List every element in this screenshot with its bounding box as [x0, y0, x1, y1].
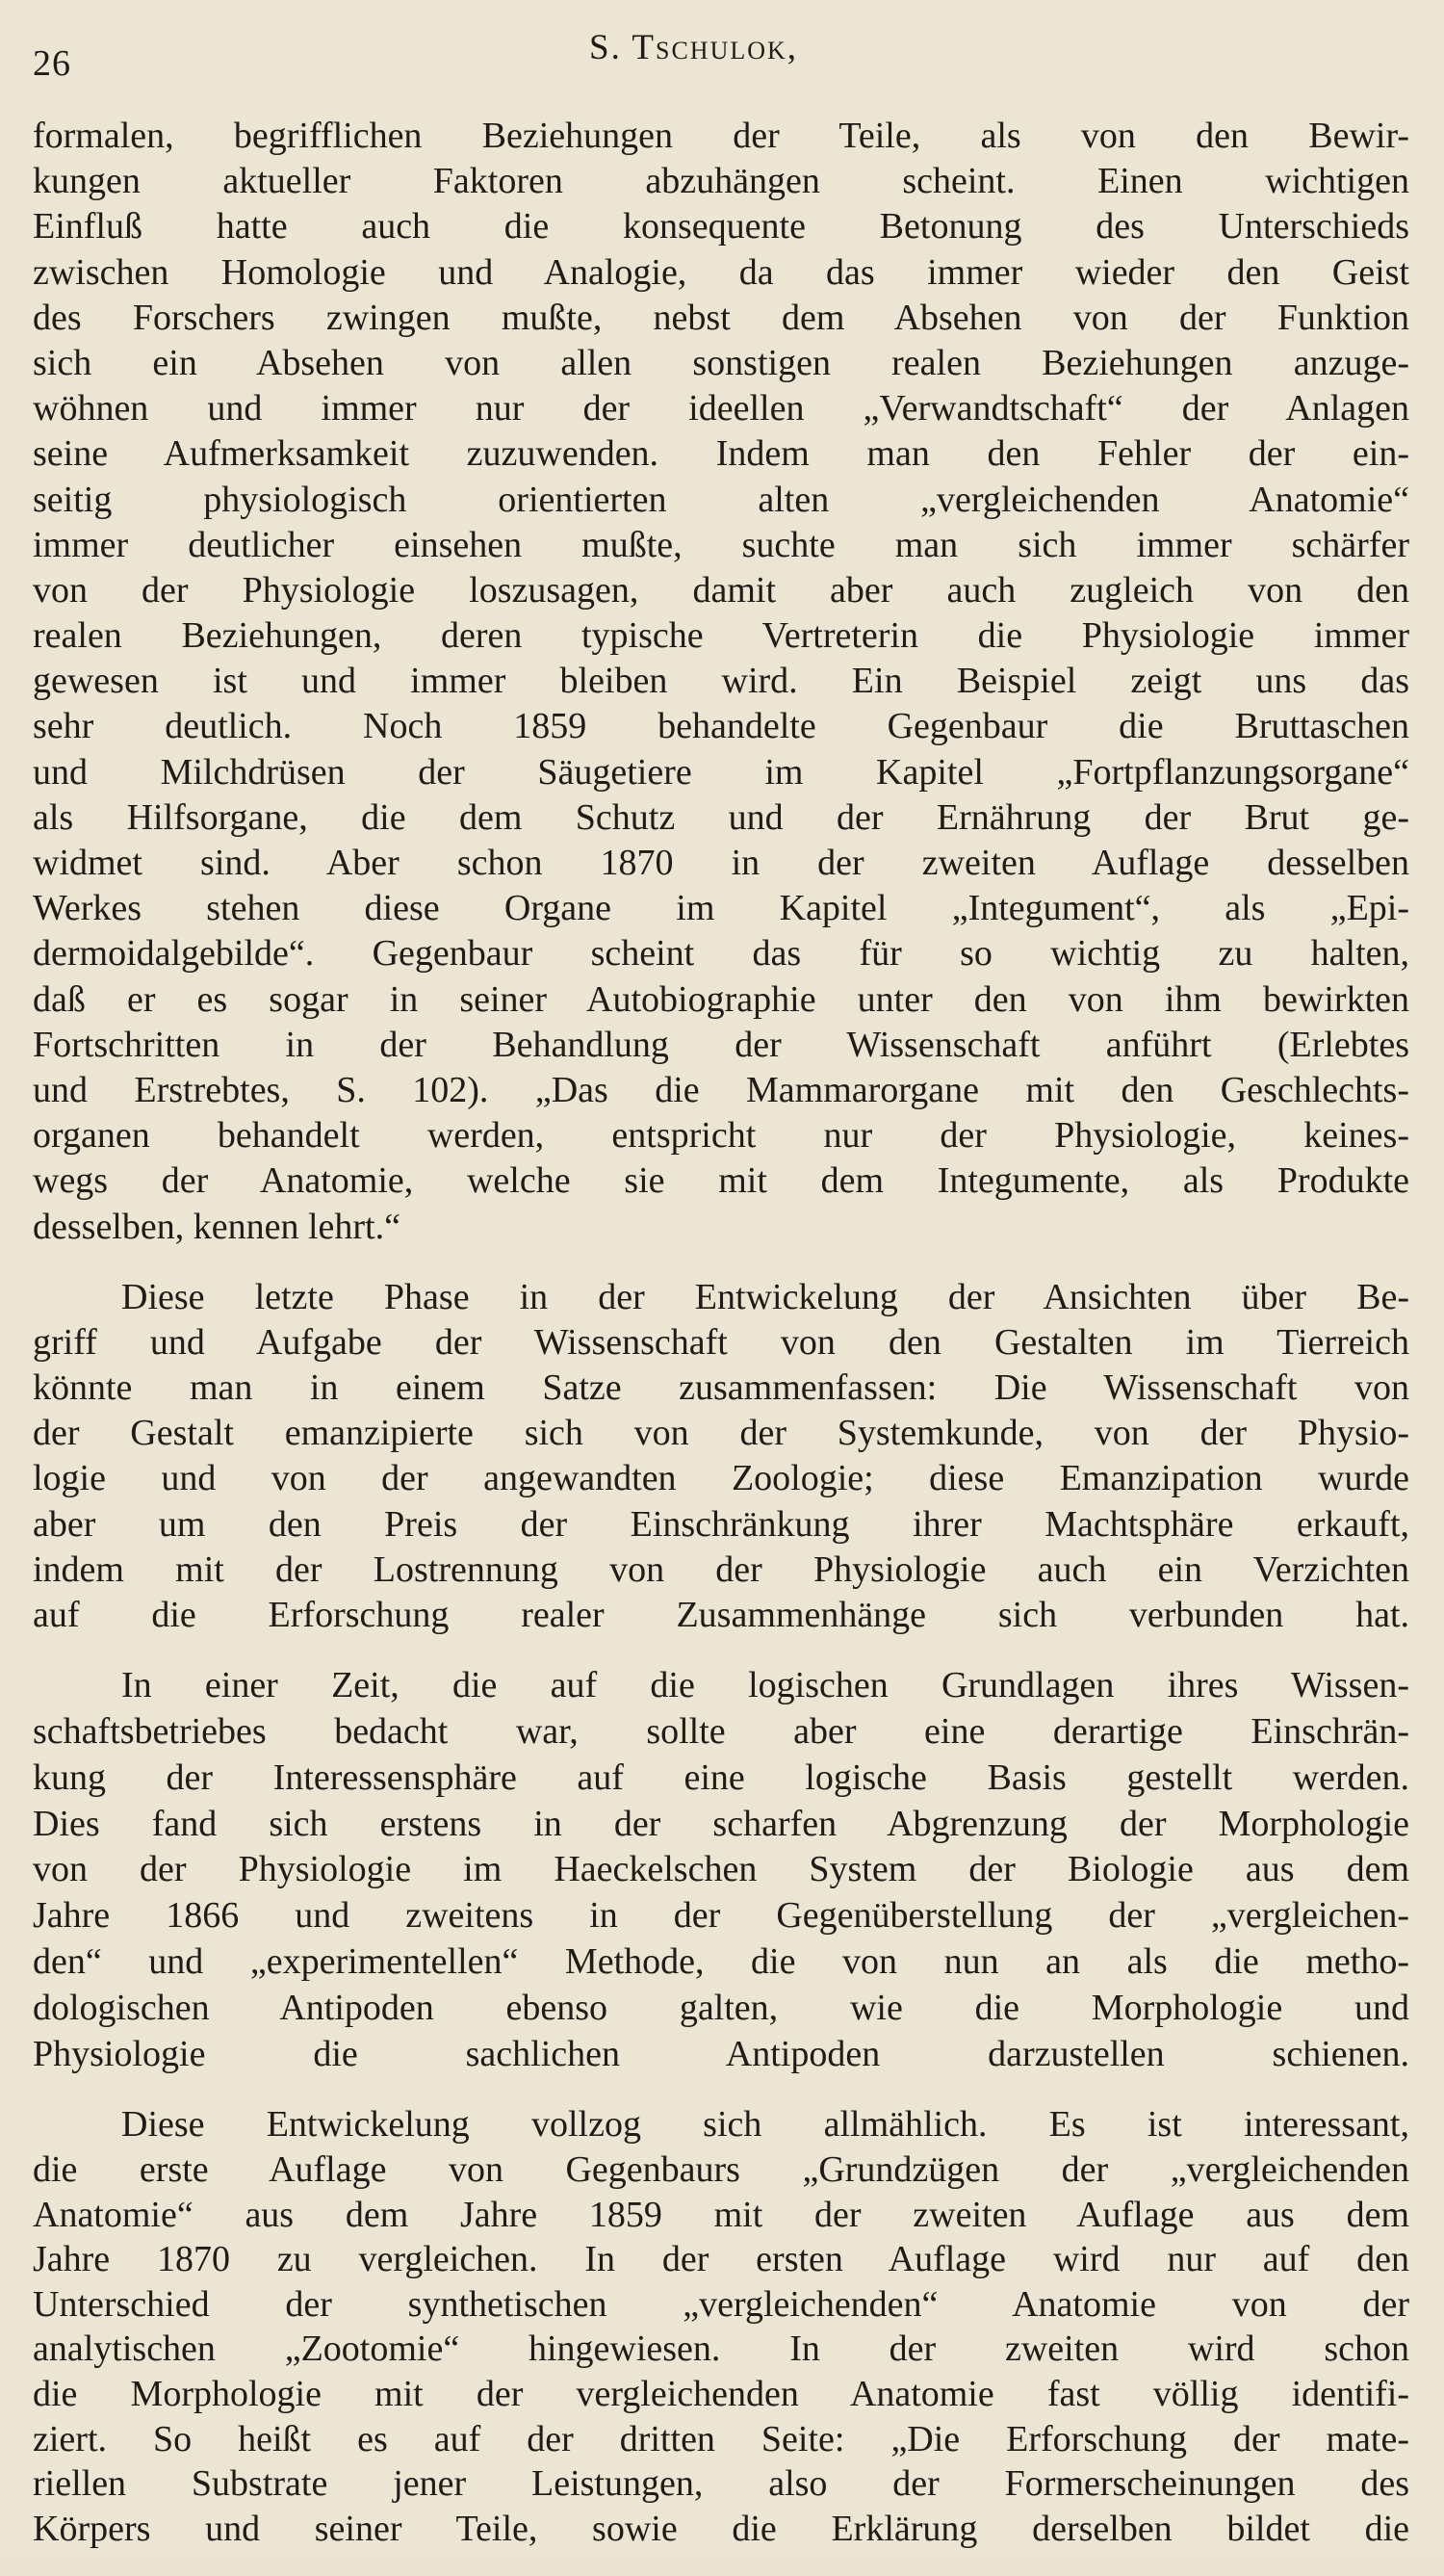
text-line: widmet sind. Aber schon 1870 in der zweiten Auflage desselben [33, 843, 1409, 883]
text-line: kungen aktueller Faktoren abzuhängen scheint. Einen wichtigen [33, 161, 1409, 202]
text-line: griff und Aufgabe der Wissenschaft von den Gestalten im Tierreich [33, 1321, 1409, 1363]
text-line: organen behandelt werden, entspricht nur der Physiologie, keines- [33, 1115, 1409, 1157]
text-line: Diese Entwickelung vollzog sich allmählich. Es ist interessant, [121, 2104, 1409, 2146]
text-line: schaftsbetriebes bedacht war, sollte aber eine derartige Einschrän- [33, 1710, 1409, 1752]
text-line: dermoidalgebilde“. Gegenbaur scheint das für so wichtig zu halten, [33, 933, 1409, 975]
text-line: den“ und „experimentellen“ Methode, die von nun an als die metho- [33, 1940, 1409, 1982]
text-line: riellen Substrate jener Leistungen, also der Formerscheinungen des [33, 2463, 1409, 2505]
text-line: als Hilfsorgane, die dem Schutz und der Ernährung der Brut ge- [33, 796, 1409, 838]
author-header: S. Tschulok, [589, 28, 799, 67]
text-line: seine Aufmerksamkeit zuzuwenden. Indem man den Fehler der ein- [33, 433, 1409, 475]
text-line: könnte man in einem Satze zusammenfassen: Die Wissenschaft von [33, 1367, 1409, 1409]
text-line: analytischen „Zootomie“ hingewiesen. In der zweiten wird schon [33, 2329, 1409, 2370]
text-line: aber um den Preis der Einschränkung ihrer Machtsphäre erkauft, [33, 1503, 1409, 1545]
paragraph-2 [33, 1275, 1409, 1639]
text-line: Jahre 1870 zu vergleichen. In der ersten Auflage wird nur auf den [33, 2239, 1409, 2280]
text-line: In einer Zeit, die auf die logischen Grundlagen ihres Wissen- [121, 1665, 1409, 1706]
text-line: seitig physiologisch orientierten alten „vergleichenden Anatomie“ [33, 479, 1409, 520]
text-line: ziert. So heißt es auf der dritten Seite: „Die Erforschung der mate- [33, 2418, 1409, 2459]
text-line: Dies fand sich erstens in der scharfen Abgrenzung der Morphologie [33, 1803, 1409, 1844]
text-line: wegs der Anatomie, welche sie mit dem Integumente, als Produkte [33, 1160, 1409, 1202]
text-line: des Forschers zwingen mußte, nebst dem Absehen von der Funktion [33, 297, 1409, 338]
text-line: Jahre 1866 und zweitens in der Gegenüberstellung der „vergleichen- [33, 1895, 1409, 1937]
text-line: gewesen ist und immer bleiben wird. Ein Beispiel zeigt uns das [33, 661, 1409, 702]
text-line: von der Physiologie im Haeckelschen System der Biologie aus dem [33, 1849, 1409, 1890]
text-line: sich ein Absehen von allen sonstigen realen Beziehungen anzuge- [33, 342, 1409, 383]
paragraph-3 [33, 1663, 1409, 2077]
text-line: Körpers und seiner Teile, sowie die Erklärung derselben bildet die [33, 2508, 1409, 2549]
text-line: und Erstrebtes, S. 102). „Das die Mammarorgane mit den Geschlechts- [33, 1069, 1409, 1110]
text-line: dologischen Antipoden ebenso galten, wie die Morphologie und [33, 1987, 1409, 2028]
text-line: realen Beziehungen, deren typische Vertreterin die Physiologie immer [33, 615, 1409, 657]
paragraph-1 [33, 114, 1409, 1250]
text-line: von der Physiologie loszusagen, damit aber auch zugleich von den [33, 569, 1409, 611]
text-line: wöhnen und immer nur der ideellen „Verwandtschaft“ der Anlagen [33, 388, 1409, 429]
text-line: immer deutlicher einsehen mußte, suchte man sich immer schärfer [33, 524, 1409, 565]
text-line: die erste Auflage von Gegenbaurs „Grundzügen der „vergleichenden [33, 2148, 1409, 2190]
text-line: indem mit der Lostrennung von der Physiologie auch ein Verzichten [33, 1548, 1409, 1590]
text-line: Anatomie“ aus dem Jahre 1859 mit der zweiten Auflage aus dem [33, 2194, 1409, 2235]
text-line: Unterschied der synthetischen „vergleichenden“ Anatomie von der [33, 2283, 1409, 2325]
text-line: und Milchdrüsen der Säugetiere im Kapitel „Fortpflanzungsorgane“ [33, 751, 1409, 793]
text-line: sehr deutlich. Noch 1859 behandelte Gegenbaur die Bruttaschen [33, 706, 1409, 747]
text-body [33, 114, 1409, 2576]
page-number: 26 [33, 43, 71, 84]
text-line: Fortschritten in der Behandlung der Wissenschaft anführt (Erlebtes [33, 1024, 1409, 1065]
text-line: auf die Erforschung realer Zusammenhänge sich verbunden hat. [33, 1595, 1409, 1635]
text-line: daß er es sogar in seiner Autobiographie unter den von ihm bewirkten [33, 978, 1409, 1020]
text-line: zwischen Homologie und Analogie, da das immer wieder den Geist [33, 251, 1409, 293]
text-line: formalen, begrifflichen Beziehungen der Teile, als von den Bewir- [33, 116, 1409, 156]
running-head [0, 0, 1444, 125]
text-line: logie und von der angewandten Zoologie; diese Emanzipation wurde [33, 1458, 1409, 1499]
text-line: der Gestalt emanzipierte sich von der Systemkunde, von der Physio- [33, 1413, 1409, 1454]
text-line: die Morphologie mit der vergleichenden Anatomie fast völlig identifi- [33, 2373, 1409, 2414]
text-line: Physiologie die sachlichen Antipoden darzustellen schienen. [33, 2033, 1409, 2074]
text-line: kung der Interessensphäre auf eine logische Basis gestellt werden. [33, 1756, 1409, 1798]
text-line: Werkes stehen diese Organe im Kapitel „Integument“, als „Epi- [33, 888, 1409, 929]
text-line: Einfluß hatte auch die konsequente Betonung des Unterschieds [33, 206, 1409, 247]
text-line: Diese letzte Phase in der Entwickelung der Ansichten über Be- [121, 1276, 1409, 1317]
text-line: desselben, kennen lehrt.“ [33, 1206, 400, 1247]
paragraph-4 [33, 2102, 1409, 2551]
